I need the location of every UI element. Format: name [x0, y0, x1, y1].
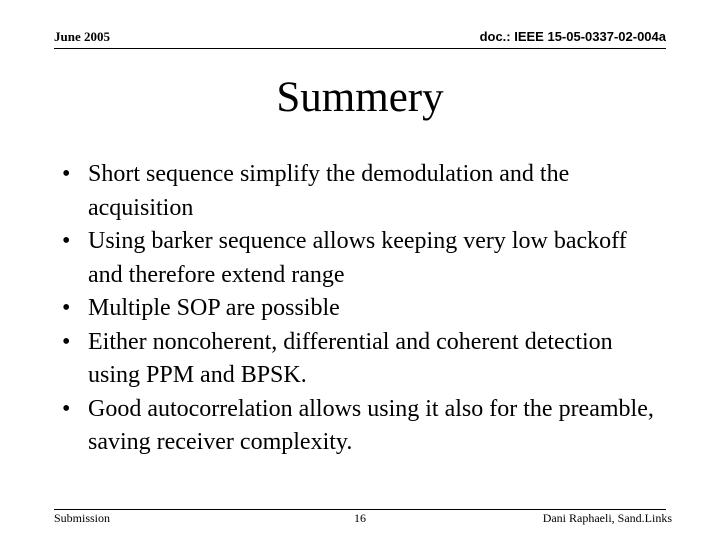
- bullet-icon: •: [62, 295, 71, 321]
- bullet-text: Multiple SOP are possible: [88, 295, 340, 321]
- bullet-text: Either noncoherent, differential and coherent detection using PPM and BPSK.: [88, 328, 613, 388]
- footer-author: Dani Raphaeli, Sand.Links: [542, 511, 672, 525]
- bullet-icon: •: [62, 228, 71, 254]
- page-number: 16: [354, 511, 366, 525]
- bullet-item: [54, 326, 666, 393]
- footer-submission: Submission: [54, 511, 111, 525]
- header-doc-id: doc.: IEEE 15-05-0337-02-004a: [479, 29, 666, 44]
- bullet-icon: •: [62, 395, 71, 422]
- bullet-item: [54, 158, 666, 225]
- bullet-item: [54, 225, 666, 292]
- bullet-text: Short sequence simplify the demodulation and the acquisition: [88, 161, 570, 221]
- bullet-text: Using barker sequence allows keeping very low backoff and therefore extend range: [88, 228, 627, 288]
- bullet-text: Good autocorrelation allows using it also for the preamble, saving receiver complexity.: [88, 395, 654, 455]
- bullet-icon: •: [62, 161, 71, 187]
- bullet-item: [54, 292, 666, 326]
- bullet-item: [54, 393, 666, 460]
- slide-title: Summery: [276, 74, 444, 121]
- header-date: June 2005: [54, 29, 110, 44]
- bullet-list: [54, 158, 666, 460]
- footer-divider: [54, 509, 666, 510]
- header-divider: [54, 48, 666, 49]
- bullet-icon: •: [62, 328, 71, 355]
